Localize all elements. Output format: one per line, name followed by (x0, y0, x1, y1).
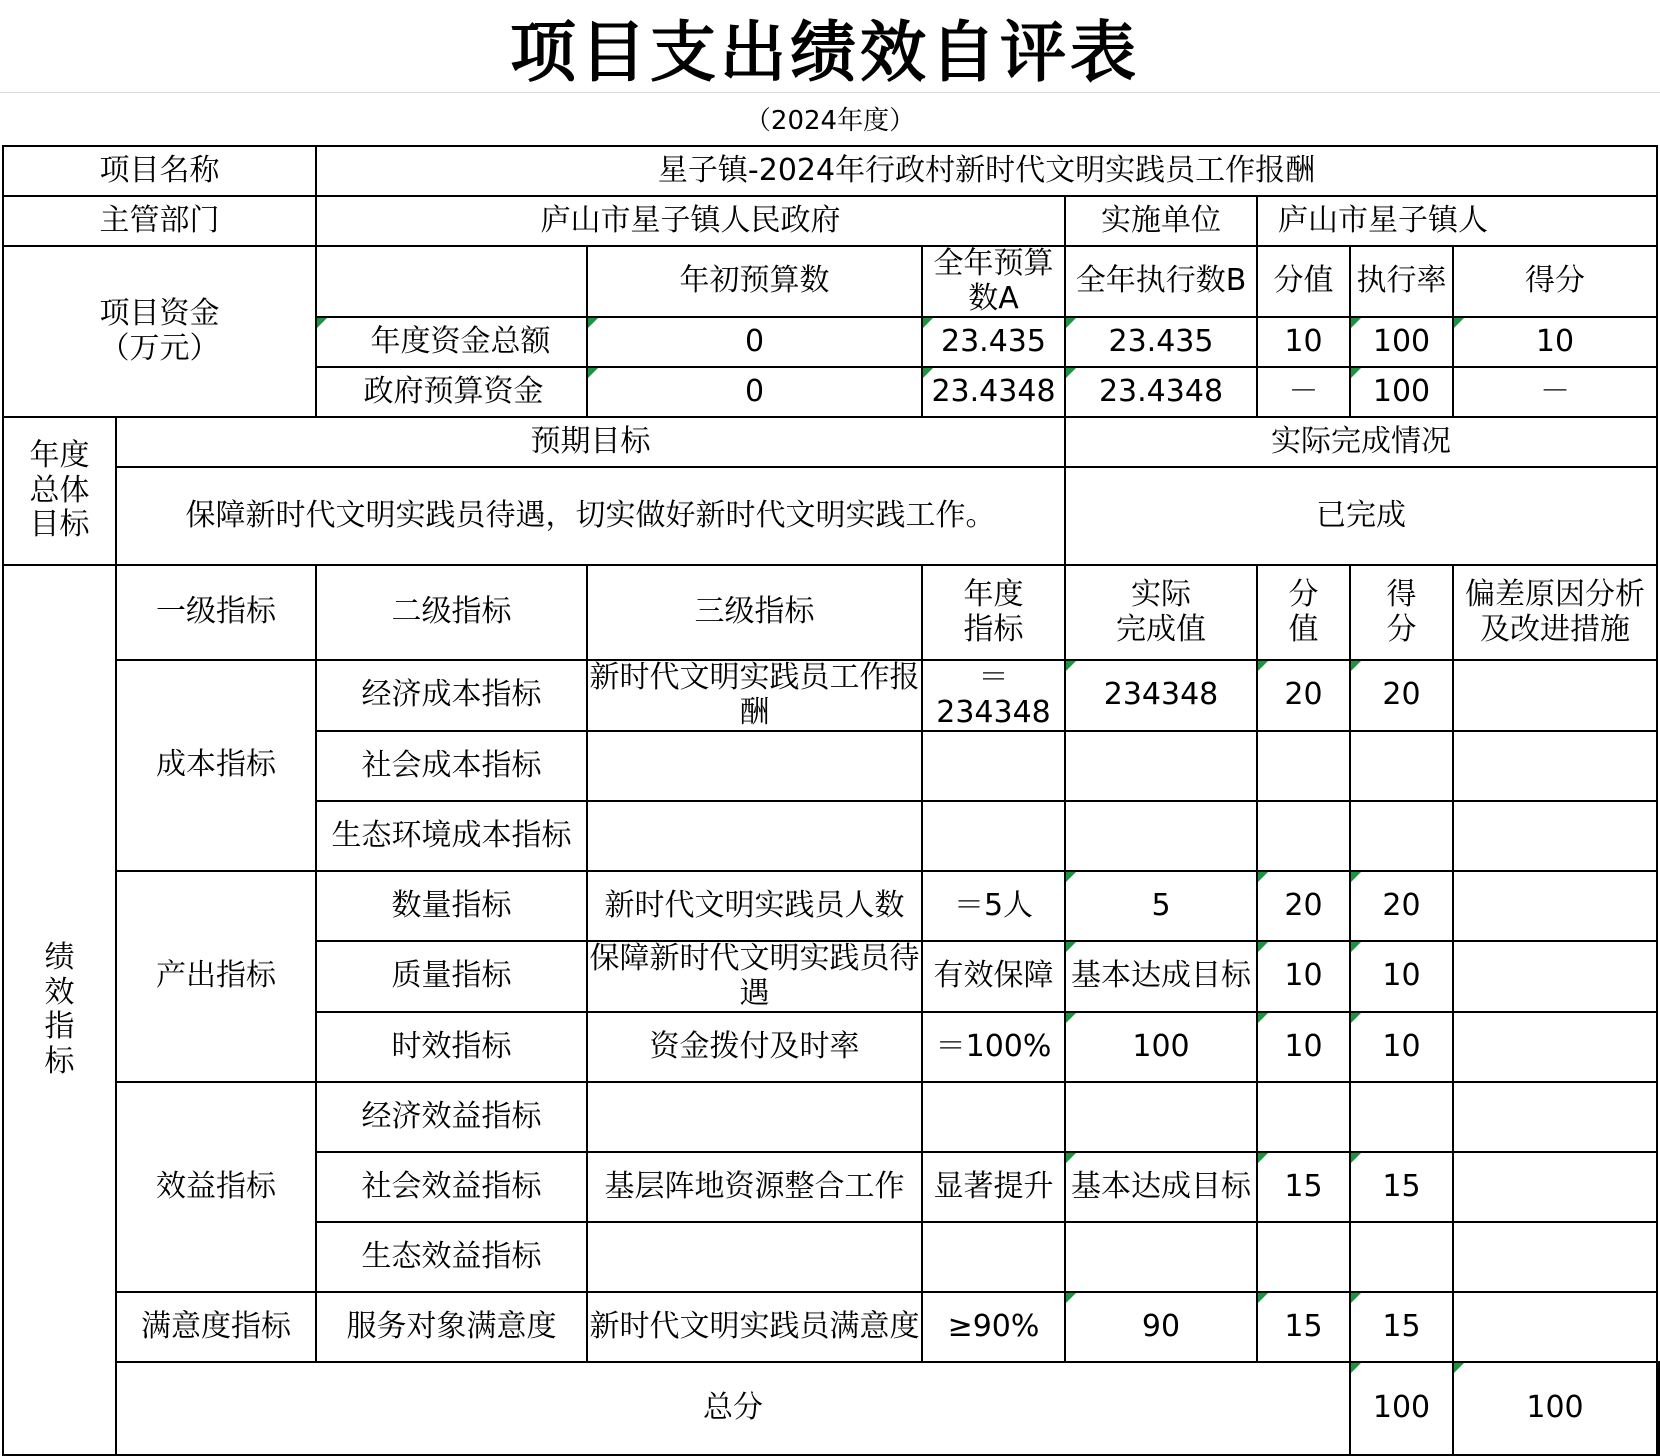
level1-output: 产出指标 (116, 871, 316, 1082)
level2-label: 生态环境成本指标 (316, 801, 587, 871)
col-score: 得分 (1453, 246, 1657, 317)
ind-header-score: 得 分 (1350, 565, 1453, 660)
ind-header-level1: 一级指标 (116, 565, 316, 660)
weight-value: 20 (1257, 660, 1350, 731)
score-value: 20 (1350, 660, 1453, 731)
goals-expected-header: 预期目标 (116, 417, 1065, 467)
col-initial-budget: 年初预算数 (587, 246, 922, 317)
funds-row-total-label: 年度资金总额 (316, 317, 587, 367)
level2-label: 服务对象满意度 (316, 1292, 587, 1362)
level3-label (587, 1222, 922, 1292)
funds-gov-annual: 23.4348 (922, 367, 1065, 417)
ind-header-target: 年度 指标 (922, 565, 1065, 660)
actual-value: 5 (1065, 871, 1257, 941)
ind-header-note: 偏差原因分析 及改进措施 (1453, 565, 1657, 660)
level3-label (587, 801, 922, 871)
funds-total-weight: 10 (1257, 317, 1350, 367)
score-value: 10 (1350, 1012, 1453, 1082)
total-note (1657, 1362, 1659, 1455)
level2-label: 经济成本指标 (316, 660, 587, 731)
level3-label (587, 731, 922, 801)
dept-value: 庐山市星子镇人民政府 (316, 196, 1065, 246)
note-value (1453, 1222, 1657, 1292)
note-value (1453, 731, 1657, 801)
score-value (1350, 801, 1453, 871)
actual-value (1065, 1082, 1257, 1152)
ind-header-level2: 二级指标 (316, 565, 587, 660)
score-value: 20 (1350, 871, 1453, 941)
level3-label: 新时代文明实践员工作报酬 (589, 661, 920, 730)
evaluation-table (2, 145, 1660, 1456)
col-exec-rate: 执行率 (1350, 246, 1453, 317)
funds-total-executed: 23.435 (1065, 317, 1257, 367)
level3-label: 基层阵地资源整合工作 (587, 1152, 922, 1222)
weight-value: 20 (1257, 871, 1350, 941)
score-value: 15 (1350, 1152, 1453, 1222)
level1-satisfaction: 满意度指标 (116, 1292, 316, 1362)
funds-gov-executed: 23.4348 (1065, 367, 1257, 417)
weight-value (1257, 801, 1350, 871)
level2-label: 社会成本指标 (316, 731, 587, 801)
actual-value (1065, 801, 1257, 871)
goals-label: 年度 总体 目标 (3, 417, 116, 565)
target-value: 有效保障 (933, 959, 1054, 994)
level3-label: 新时代文明实践员满意度 (589, 1309, 920, 1344)
ind-header-weight: 分 值 (1257, 565, 1350, 660)
note-value (1453, 1292, 1657, 1362)
total-label: 总分 (116, 1362, 1350, 1455)
score-value: 10 (1350, 941, 1453, 1012)
ind-header-level3: 三级指标 (587, 565, 922, 660)
funds-gov-score: － (1453, 367, 1657, 417)
score-value (1350, 731, 1453, 801)
project-name-value: 星子镇-2024年行政村新时代文明实践员工作报酬 (316, 146, 1657, 196)
note-value (1453, 1152, 1657, 1222)
funds-gov-weight: － (1257, 367, 1350, 417)
target-value: ＝234348 (936, 661, 1051, 730)
project-name-label: 项目名称 (3, 146, 316, 196)
goals-expected-text: 保障新时代文明实践员待遇，切实做好新时代文明实践工作。 (116, 467, 1065, 565)
note-value (1453, 1012, 1657, 1082)
funds-total-rate: 100 (1350, 317, 1453, 367)
funds-total-score: 10 (1453, 317, 1657, 367)
actual-value: 90 (1065, 1292, 1257, 1362)
level2-label: 时效指标 (316, 1012, 587, 1082)
level1-cost: 成本指标 (116, 660, 316, 871)
ind-header-actual: 实际 完成值 (1065, 565, 1257, 660)
weight-value: 10 (1257, 1012, 1350, 1082)
weight-value (1257, 1222, 1350, 1292)
funds-label-blank (316, 246, 587, 317)
total-weight: 100 (1350, 1362, 1453, 1455)
actual-value: 234348 (1065, 660, 1257, 731)
goals-actual-header: 实际完成情况 (1065, 417, 1657, 467)
weight-value: 15 (1257, 1152, 1350, 1222)
actual-value (1065, 1222, 1257, 1292)
funds-gov-rate: 100 (1350, 367, 1453, 417)
note-value (1453, 941, 1657, 1012)
goals-actual-text: 已完成 (1065, 467, 1657, 565)
target-value: ＝5人 (922, 871, 1065, 941)
note-value (1453, 801, 1657, 871)
funds-label: 项目资金 （万元） (3, 246, 316, 417)
level3-label (587, 1082, 922, 1152)
score-value (1350, 1082, 1453, 1152)
funds-row-gov-label: 政府预算资金 (316, 367, 587, 417)
level2-label: 生态效益指标 (316, 1222, 587, 1292)
title-row (0, 0, 1660, 93)
funds-total-annual: 23.435 (922, 317, 1065, 367)
col-annual-executed: 全年执行数B (1065, 246, 1257, 317)
actual-value: 基本达成目标 (1071, 959, 1251, 994)
level1-benefit: 效益指标 (116, 1082, 316, 1292)
actual-value: 基本达成目标 (1071, 1169, 1251, 1204)
target-value (922, 1082, 1065, 1152)
level3-label: 新时代文明实践员人数 (587, 871, 922, 941)
note-value (1453, 660, 1657, 731)
score-value (1350, 1222, 1453, 1292)
indicators-section-label: 绩 效 指 标 (3, 565, 116, 1455)
page-subtitle: （2024年度） (744, 105, 916, 136)
target-value: 显著提升 (933, 1169, 1054, 1204)
level3-label: 资金拨付及时率 (587, 1012, 922, 1082)
level3-label: 保障新时代文明实践员待遇 (589, 942, 920, 1011)
level2-label: 经济效益指标 (316, 1082, 587, 1152)
dept-label: 主管部门 (3, 196, 316, 246)
funds-total-initial: 0 (587, 317, 922, 367)
impl-unit-value: 庐山市星子镇人 (1257, 196, 1657, 246)
page-title: 项目支出绩效自评表 (510, 12, 1140, 91)
funds-gov-initial: 0 (587, 367, 922, 417)
weight-value (1257, 731, 1350, 801)
note-value (1453, 871, 1657, 941)
total-score: 100 (1453, 1362, 1657, 1455)
subtitle-row (0, 92, 1660, 144)
target-value (922, 731, 1065, 801)
level2-label: 数量指标 (316, 871, 587, 941)
actual-value: 100 (1065, 1012, 1257, 1082)
target-value: ＝100% (922, 1012, 1065, 1082)
actual-value (1065, 731, 1257, 801)
col-weight: 分值 (1257, 246, 1350, 317)
note-value (1453, 1082, 1657, 1152)
weight-value (1257, 1082, 1350, 1152)
score-value: 15 (1350, 1292, 1453, 1362)
target-value (922, 801, 1065, 871)
level2-label: 质量指标 (316, 941, 587, 1012)
impl-unit-label: 实施单位 (1065, 196, 1257, 246)
weight-value: 15 (1257, 1292, 1350, 1362)
target-value (922, 1222, 1065, 1292)
col-annual-budget: 全年预算数A (922, 246, 1065, 317)
level2-label: 社会效益指标 (316, 1152, 587, 1222)
weight-value: 10 (1257, 941, 1350, 1012)
target-value: ≥90% (922, 1292, 1065, 1362)
